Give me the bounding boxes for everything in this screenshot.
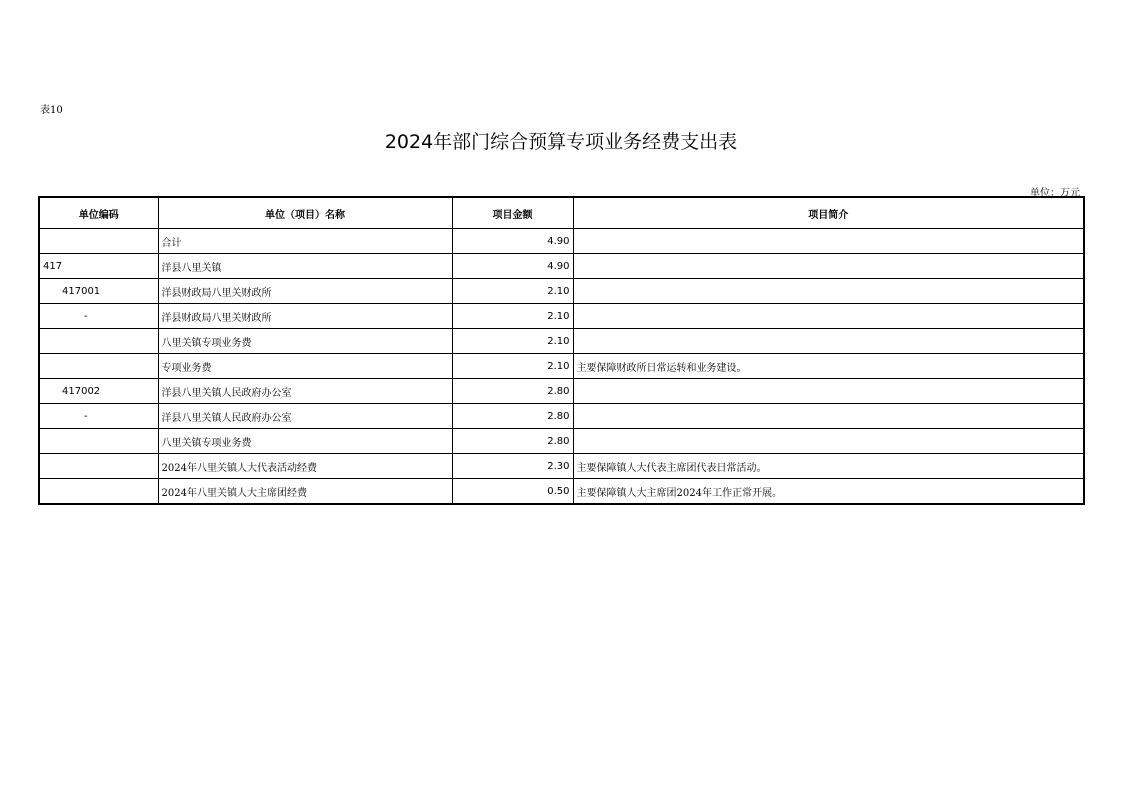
cell-description	[573, 254, 1084, 279]
cell-unit-name: 八里关镇专项业务费	[158, 329, 452, 354]
cell-description: 主要保障镇人大主席团2024年工作正常开展。	[573, 479, 1084, 505]
table-row	[39, 354, 1084, 379]
table-row	[39, 279, 1084, 304]
table-body	[39, 229, 1084, 505]
cell-unit-code	[39, 429, 158, 454]
cell-description: 主要保障财政所日常运转和业务建设。	[573, 354, 1084, 379]
cell-amount: 2.10	[452, 304, 573, 329]
cell-amount: 2.80	[452, 429, 573, 454]
cell-amount: 4.90	[452, 254, 573, 279]
cell-unit-name: 洋县八里关镇	[158, 254, 452, 279]
column-header-description: 项目简介	[573, 197, 1084, 229]
table-row	[39, 379, 1084, 404]
table-row	[39, 429, 1084, 454]
cell-description	[573, 379, 1084, 404]
cell-amount: 2.10	[452, 329, 573, 354]
cell-description	[573, 429, 1084, 454]
cell-unit-code: 417001	[39, 279, 158, 304]
cell-unit-name: 2024年八里关镇人大代表活动经费	[158, 454, 452, 479]
table-row	[39, 454, 1084, 479]
cell-unit-code	[39, 454, 158, 479]
cell-unit-code	[39, 354, 158, 379]
cell-description	[573, 404, 1084, 429]
cell-unit-code	[39, 479, 158, 505]
table-row	[39, 404, 1084, 429]
table-row	[39, 329, 1084, 354]
cell-unit-name: 八里关镇专项业务费	[158, 429, 452, 454]
column-header-unit-code: 单位编码	[39, 197, 158, 229]
cell-unit-name: 洋县财政局八里关财政所	[158, 304, 452, 329]
table-row	[39, 229, 1084, 254]
cell-unit-code: 417	[39, 254, 158, 279]
table-row	[39, 254, 1084, 279]
cell-unit-name: 洋县八里关镇人民政府办公室	[158, 404, 452, 429]
cell-amount: 2.80	[452, 379, 573, 404]
cell-unit-code	[39, 229, 158, 254]
cell-description	[573, 279, 1084, 304]
expenditure-table	[38, 196, 1085, 505]
page-title: 2024年部门综合预算专项业务经费支出表	[384, 131, 738, 153]
cell-description	[573, 304, 1084, 329]
column-header-unit-name: 单位（项目）名称	[158, 197, 452, 229]
cell-unit-name: 2024年八里关镇人大主席团经费	[158, 479, 452, 505]
cell-amount: 2.10	[452, 354, 573, 379]
column-header-amount: 项目金额	[452, 197, 573, 229]
cell-amount: 2.10	[452, 279, 573, 304]
cell-amount: 2.80	[452, 404, 573, 429]
cell-unit-code	[39, 329, 158, 354]
cell-amount: 0.50	[452, 479, 573, 505]
cell-amount: 4.90	[452, 229, 573, 254]
table-row	[39, 479, 1084, 505]
table-header-row	[39, 197, 1084, 229]
cell-unit-name: 合计	[158, 229, 452, 254]
cell-unit-name: 洋县八里关镇人民政府办公室	[158, 379, 452, 404]
cell-unit-code: -	[39, 304, 158, 329]
cell-amount: 2.30	[452, 454, 573, 479]
cell-description	[573, 229, 1084, 254]
table-row	[39, 304, 1084, 329]
cell-unit-name: 专项业务费	[158, 354, 452, 379]
cell-description: 主要保障镇人大代表主席团代表日常活动。	[573, 454, 1084, 479]
unit-label: 单位：万元	[1030, 188, 1080, 199]
cell-unit-name: 洋县财政局八里关财政所	[158, 279, 452, 304]
cell-description	[573, 329, 1084, 354]
cell-unit-code: 417002	[39, 379, 158, 404]
table-number-label: 表10	[40, 105, 63, 116]
cell-unit-code: -	[39, 404, 158, 429]
